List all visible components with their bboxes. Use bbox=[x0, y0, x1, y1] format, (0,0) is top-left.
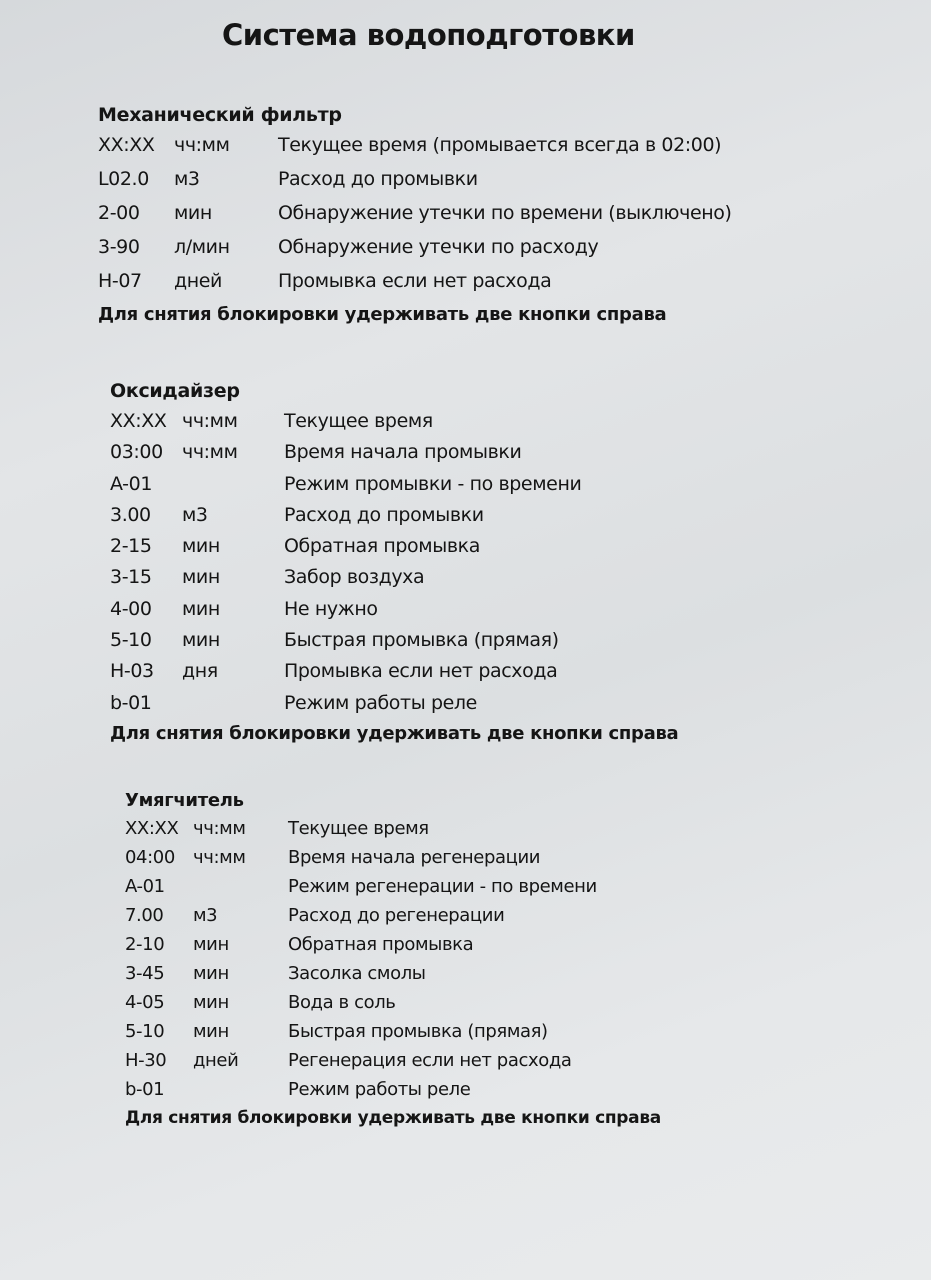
param-unit: м3 bbox=[174, 168, 200, 190]
param-row bbox=[110, 692, 678, 723]
param-unit: чч:мм bbox=[182, 410, 238, 432]
param-desc: Расход до промывки bbox=[278, 168, 478, 190]
param-code: 7.00 bbox=[125, 905, 164, 926]
param-unit: мин bbox=[182, 629, 220, 652]
param-code: 3-90 bbox=[98, 236, 140, 258]
param-desc: Быстрая промывка (прямая) bbox=[284, 629, 559, 652]
param-desc: Обратная промывка bbox=[288, 934, 474, 955]
param-desc: Быстрая промывка (прямая) bbox=[288, 1021, 548, 1042]
param-code: A-01 bbox=[125, 876, 165, 897]
param-unit: дней bbox=[174, 270, 222, 292]
param-desc: Засолка смолы bbox=[288, 963, 426, 984]
param-code: 3-15 bbox=[110, 566, 152, 589]
param-desc: Забор воздуха bbox=[284, 566, 425, 589]
param-desc: Режим регенерации - по времени bbox=[288, 876, 597, 897]
param-desc: Режим промывки - по времени bbox=[284, 472, 582, 495]
section-oxidizer bbox=[110, 380, 678, 744]
param-unit: чч:мм bbox=[193, 847, 246, 868]
param-row bbox=[125, 1021, 661, 1050]
param-code: 3-45 bbox=[125, 963, 165, 984]
param-row bbox=[110, 504, 678, 535]
param-row bbox=[98, 168, 666, 202]
param-unit: м3 bbox=[182, 503, 208, 526]
param-desc: Промывка если нет расхода bbox=[278, 270, 552, 292]
param-row bbox=[110, 629, 678, 660]
param-row bbox=[125, 847, 661, 876]
param-code: 04:00 bbox=[125, 847, 175, 868]
param-unit: дня bbox=[182, 660, 218, 683]
document-title: Система водоподготовки bbox=[222, 18, 635, 52]
param-unit: л/мин bbox=[174, 236, 230, 258]
param-desc: Вода в соль bbox=[288, 992, 396, 1013]
section-title: Оксидайзер bbox=[110, 380, 240, 402]
param-row bbox=[110, 535, 678, 566]
param-code: XX:XX bbox=[98, 134, 155, 156]
param-unit: мин bbox=[193, 1021, 229, 1042]
param-row bbox=[125, 963, 661, 992]
param-unit: чч:мм bbox=[193, 818, 246, 839]
param-code: XX:XX bbox=[125, 818, 179, 839]
param-unit: мин bbox=[193, 992, 229, 1013]
param-code: L02.0 bbox=[98, 168, 149, 190]
param-desc: Расход до промывки bbox=[284, 503, 484, 526]
param-unit: мин bbox=[193, 963, 229, 984]
param-row bbox=[98, 270, 666, 304]
section-mechanical-filter bbox=[98, 104, 732, 325]
param-desc: Обнаружение утечки по времени (выключено) bbox=[278, 202, 732, 224]
param-row bbox=[110, 566, 678, 597]
param-desc: Расход до регенерации bbox=[288, 905, 505, 926]
param-row bbox=[125, 905, 661, 934]
param-code: H-30 bbox=[125, 1050, 167, 1071]
param-row bbox=[110, 410, 678, 441]
param-code: 5-10 bbox=[125, 1021, 165, 1042]
param-code: H-03 bbox=[110, 660, 154, 683]
param-unit: дней bbox=[193, 1050, 239, 1071]
param-row bbox=[125, 1079, 661, 1108]
param-row bbox=[125, 1050, 661, 1079]
param-row bbox=[98, 134, 722, 168]
param-code: 2-00 bbox=[98, 202, 140, 224]
param-code: A-01 bbox=[110, 472, 153, 495]
param-desc: Текущее время bbox=[288, 818, 429, 839]
param-row bbox=[98, 202, 732, 236]
param-unit: мин bbox=[182, 566, 220, 589]
param-desc: Режим работы реле bbox=[288, 1079, 471, 1100]
param-row bbox=[98, 236, 666, 270]
param-row bbox=[125, 934, 661, 963]
param-unit: чч:мм bbox=[182, 441, 238, 464]
param-desc: Обнаружение утечки по расходу bbox=[278, 236, 599, 258]
param-unit: мин bbox=[182, 597, 220, 620]
param-code: b-01 bbox=[110, 691, 152, 714]
param-unit: мин bbox=[193, 934, 229, 955]
param-desc: Не нужно bbox=[284, 597, 378, 620]
param-row bbox=[110, 473, 678, 504]
param-unit: м3 bbox=[193, 905, 218, 926]
param-desc: Время начала регенерации bbox=[288, 847, 541, 868]
param-row bbox=[125, 992, 661, 1021]
param-desc: Время начала промывки bbox=[284, 441, 522, 464]
param-desc: Промывка если нет расхода bbox=[284, 660, 558, 683]
param-unit: мин bbox=[174, 202, 212, 224]
param-desc: Режим работы реле bbox=[284, 691, 477, 714]
unlock-note: Для снятия блокировки удерживать две кнопки справа bbox=[110, 722, 679, 744]
param-unit: чч:мм bbox=[174, 134, 230, 156]
param-desc: Текущее время bbox=[284, 410, 433, 432]
param-code: 03:00 bbox=[110, 441, 163, 464]
param-row bbox=[110, 441, 678, 472]
param-desc: Регенерация если нет расхода bbox=[288, 1050, 572, 1071]
param-code: 2-10 bbox=[125, 934, 165, 955]
param-code: H-07 bbox=[98, 270, 142, 292]
param-row bbox=[110, 660, 678, 691]
param-code: b-01 bbox=[125, 1079, 165, 1100]
section-title: Механический фильтр bbox=[98, 104, 342, 126]
param-row bbox=[125, 876, 661, 905]
param-code: XX:XX bbox=[110, 410, 167, 432]
unlock-note: Для снятия блокировки удерживать две кнопки справа bbox=[98, 304, 667, 325]
param-row bbox=[110, 598, 678, 629]
param-desc: Текущее время (промывается всегда в 02:00) bbox=[278, 134, 722, 156]
param-code: 3.00 bbox=[110, 503, 151, 526]
param-code: 4-00 bbox=[110, 597, 152, 620]
param-code: 5-10 bbox=[110, 629, 152, 652]
unlock-note: Для снятия блокировки удерживать две кнопки справа bbox=[125, 1108, 661, 1128]
param-unit: мин bbox=[182, 535, 220, 558]
param-code: 4-05 bbox=[125, 992, 165, 1013]
section-softener bbox=[125, 790, 661, 1128]
section-title: Умягчитель bbox=[125, 790, 244, 811]
param-code: 2-15 bbox=[110, 535, 152, 558]
param-row bbox=[125, 818, 661, 847]
param-desc: Обратная промывка bbox=[284, 535, 480, 558]
